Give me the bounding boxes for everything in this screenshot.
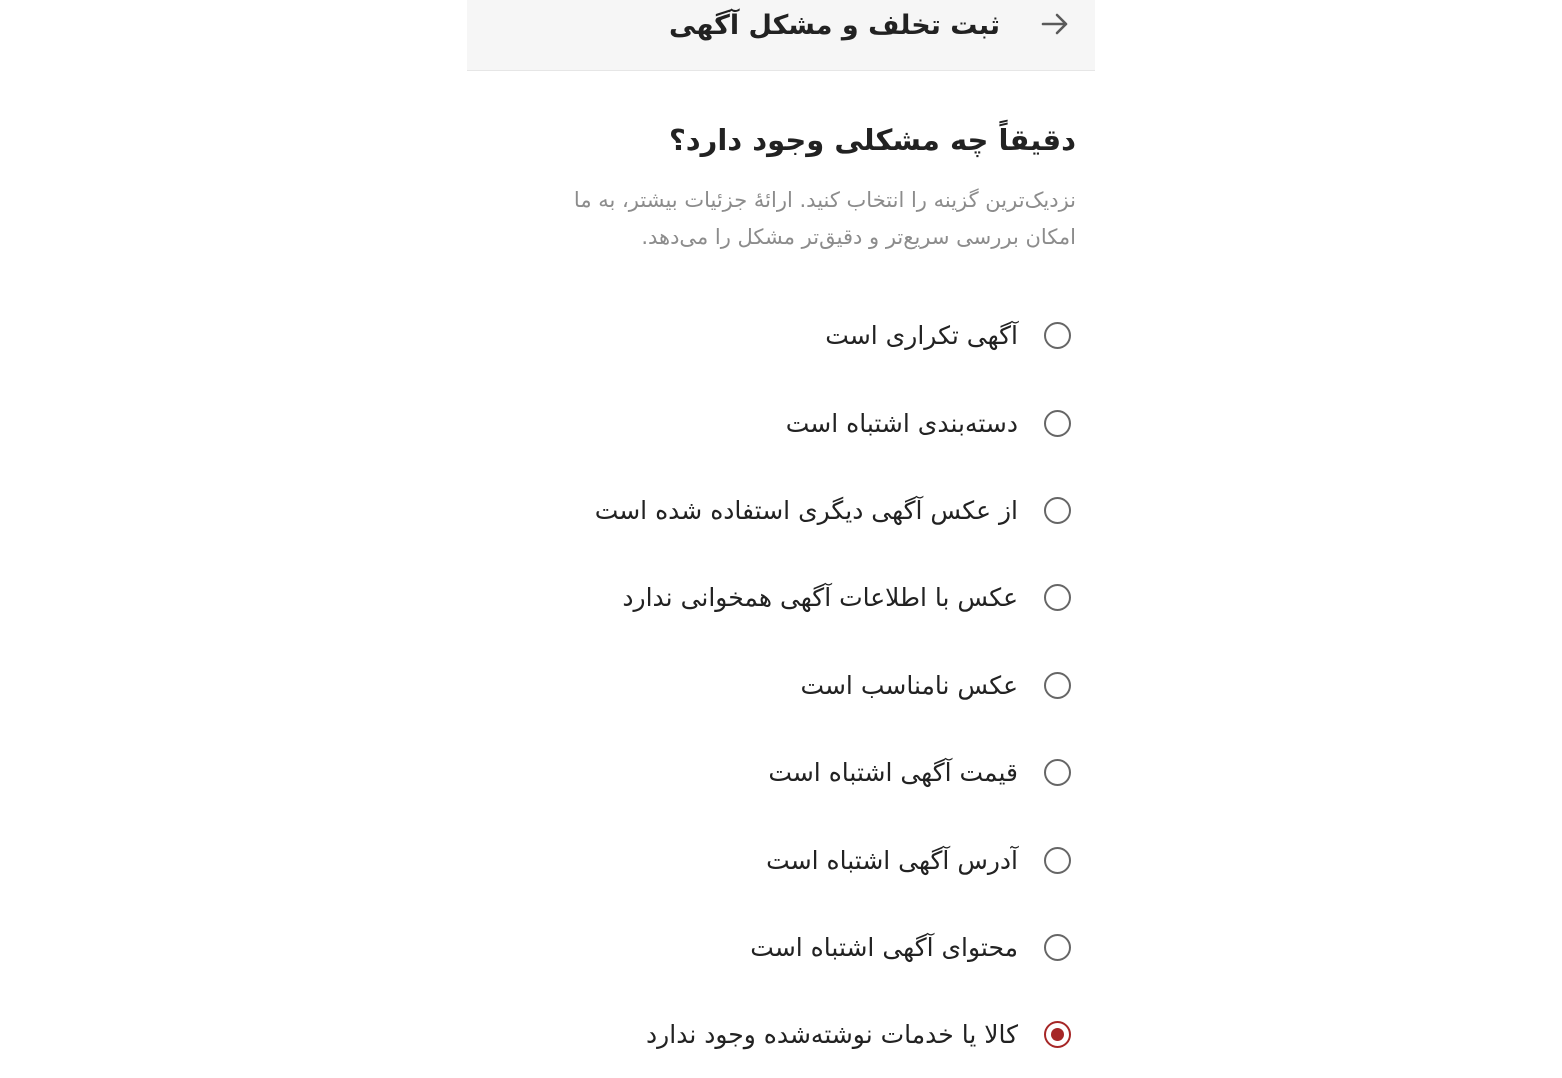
option-item[interactable] (520, 467, 1076, 554)
option-label: محتوای آگهی اشتباه است (750, 932, 1018, 962)
option-item[interactable] (520, 554, 1076, 641)
option-label: آگهی تکراری است (825, 321, 1018, 351)
arrow-right-icon (1040, 9, 1070, 43)
option-item[interactable] (520, 642, 1076, 729)
radio-button-selected[interactable] (1044, 1021, 1071, 1048)
option-label: عکس نامناسب است (800, 670, 1018, 700)
radio-button[interactable] (1044, 672, 1071, 699)
option-item-selected[interactable] (520, 991, 1076, 1078)
radio-button[interactable] (1044, 410, 1071, 437)
page-title: ثبت تخلف و مشکل آگهی (669, 10, 1000, 41)
question-title: دقیقاً چه مشکلی وجود دارد؟ (668, 123, 1076, 157)
option-item[interactable] (520, 816, 1076, 903)
options-list (520, 292, 1076, 1078)
option-item[interactable] (520, 904, 1076, 991)
option-item[interactable] (520, 292, 1076, 379)
question-hint: نزدیک‌ترین گزینه را انتخاب کنید. ارائهٔ جزئیات بیشتر، به ما امکان بررسی سریع‌تر و دقیق‌تر مشکل را می‌دهد. (573, 188, 1076, 249)
radio-button[interactable] (1044, 584, 1071, 611)
back-button[interactable] (1035, 6, 1075, 46)
radio-button[interactable] (1044, 759, 1071, 786)
option-label: عکس با اطلاعات آگهی همخوانی ندارد (622, 583, 1018, 613)
option-item[interactable] (520, 729, 1076, 816)
top-bar (467, 0, 1095, 71)
option-label: از عکس آگهی دیگری استفاده شده است (594, 495, 1018, 525)
report-form (520, 110, 1076, 1078)
option-label: دسته‌بندی اشتباه است (785, 408, 1018, 438)
option-label: قیمت آگهی اشتباه است (768, 758, 1018, 788)
radio-button[interactable] (1044, 847, 1071, 874)
radio-button[interactable] (1044, 497, 1071, 524)
option-label: کالا یا خدمات نوشته‌شده وجود ندارد (646, 1020, 1018, 1050)
option-item[interactable] (520, 379, 1076, 466)
radio-dot (1051, 1028, 1064, 1041)
radio-button[interactable] (1044, 322, 1071, 349)
option-label: آدرس آگهی اشتباه است (766, 845, 1018, 875)
radio-button[interactable] (1044, 934, 1071, 961)
